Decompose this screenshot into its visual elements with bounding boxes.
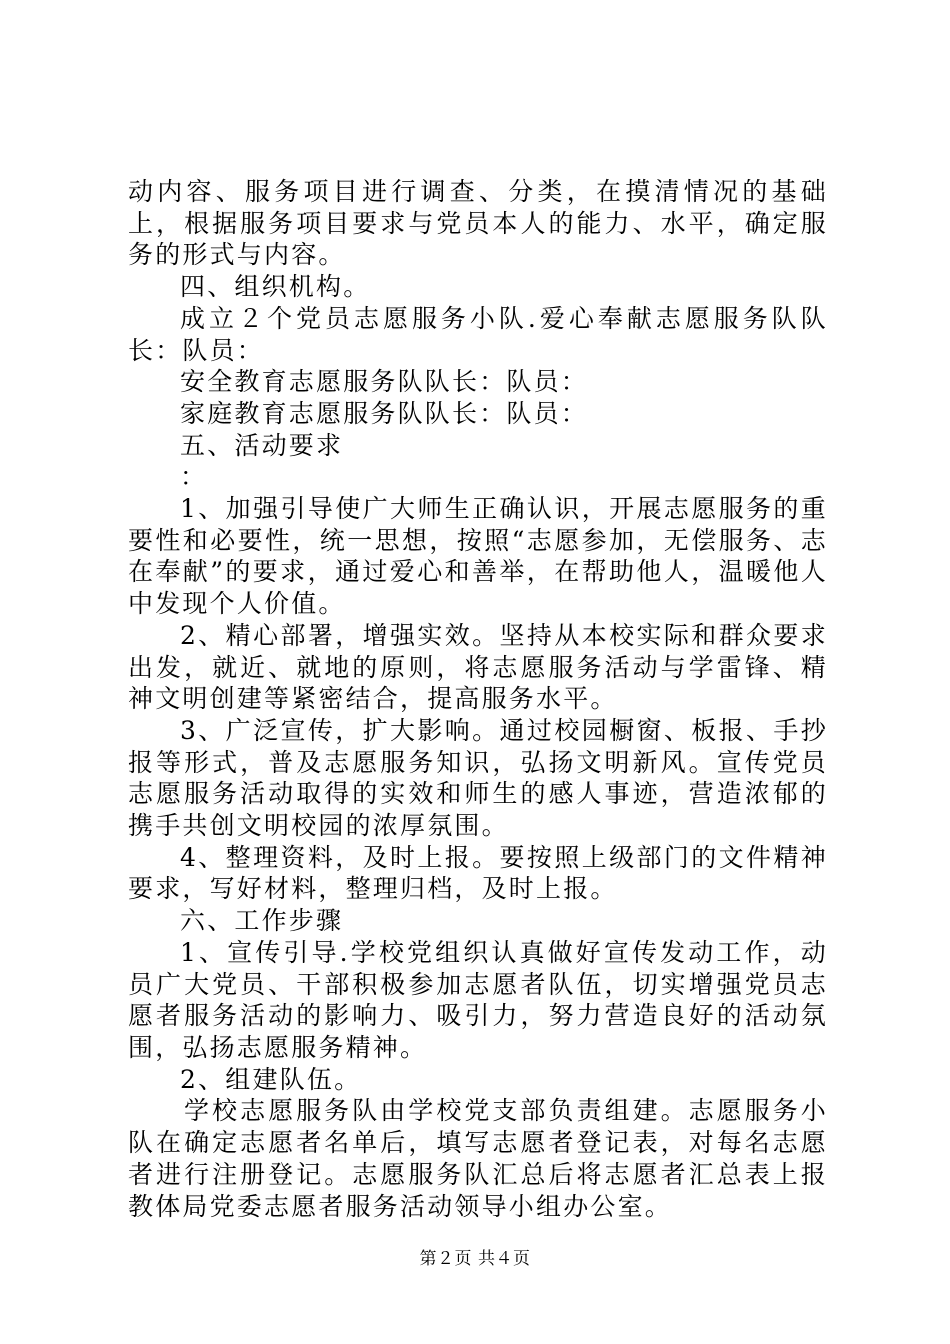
paragraph-step-2-heading: 2、组建队伍。 bbox=[180, 1064, 362, 1094]
paragraph-requirement-3: 3、广泛宣传，扩大影响。通过校园橱窗、板报、手抄报等形式，普及志愿服务知识，弘扬文明新风。宣传党员志愿服务活动取得的实效和师生的感人事迹，营造浓郁的携手共创文明校园的浓厚氛围。 bbox=[128, 715, 828, 841]
paragraph-requirement-4: 4、整理资料，及时上报。要按照上级部门的文件精神要求，写好材料，整理归档，及时上报。 bbox=[128, 842, 828, 904]
paragraph-step-1: 1、宣传引导.学校党组织认真做好宣传发动工作，动员广大党员、干部积极参加志愿者队伍，切实增强党员志愿者服务活动的影响力、吸引力，努力营造良好的活动氛围，弘扬志愿服务精神。 bbox=[128, 937, 828, 1062]
paragraph-requirement-1: 1、加强引导使广大师生正确认识，开展志愿服务的重要性和必要性，统一思想，按照“志愿参加，无偿服务、志在奉献”的要求，通过爱心和善举，在帮助他人，温暖他人中发现个人价值。 bbox=[128, 494, 828, 619]
paragraph-colon: ： bbox=[180, 462, 208, 492]
section-heading-organization: 四、组织机构。 bbox=[180, 272, 371, 302]
paragraph-family-team: 家庭教育志愿服务队队长：队员： bbox=[180, 398, 589, 428]
paragraph-safety-team: 安全教育志愿服务队队长：队员： bbox=[180, 367, 589, 397]
section-heading-requirements: 五、活动要求 bbox=[180, 430, 344, 460]
paragraph-step-2-body: 学校志愿服务队由学校党支部负责组建。志愿服务小队在确定志愿者名单后，填写志愿者登记表，对每名志愿者进行注册登记。志愿服务队汇总后将志愿者汇总表上报教体局党委志愿者服务活动领导小组办公室。 bbox=[128, 1096, 828, 1221]
page-footer: 第２页 共４页 bbox=[419, 1249, 531, 1269]
body-text bbox=[128, 176, 828, 1222]
paragraph-requirement-2: 2、精心部署，增强实效。坚持从本校实际和群众要求出发，就近、就地的原则，将志愿服务活动与学雷锋、精神文明创建等紧密结合，提高服务水平。 bbox=[128, 620, 828, 714]
paragraph-1: 动内容、服务项目进行调查、分类，在摸清情况的基础上，根据服务项目要求与党员本人的能力、水平，确定服务的形式与内容。 bbox=[128, 177, 828, 270]
section-heading-steps: 六、工作步骤 bbox=[180, 906, 344, 936]
paragraph-teams: 成立２个党员志愿服务小队.爱心奉献志愿服务队队长：队员： bbox=[128, 303, 828, 365]
